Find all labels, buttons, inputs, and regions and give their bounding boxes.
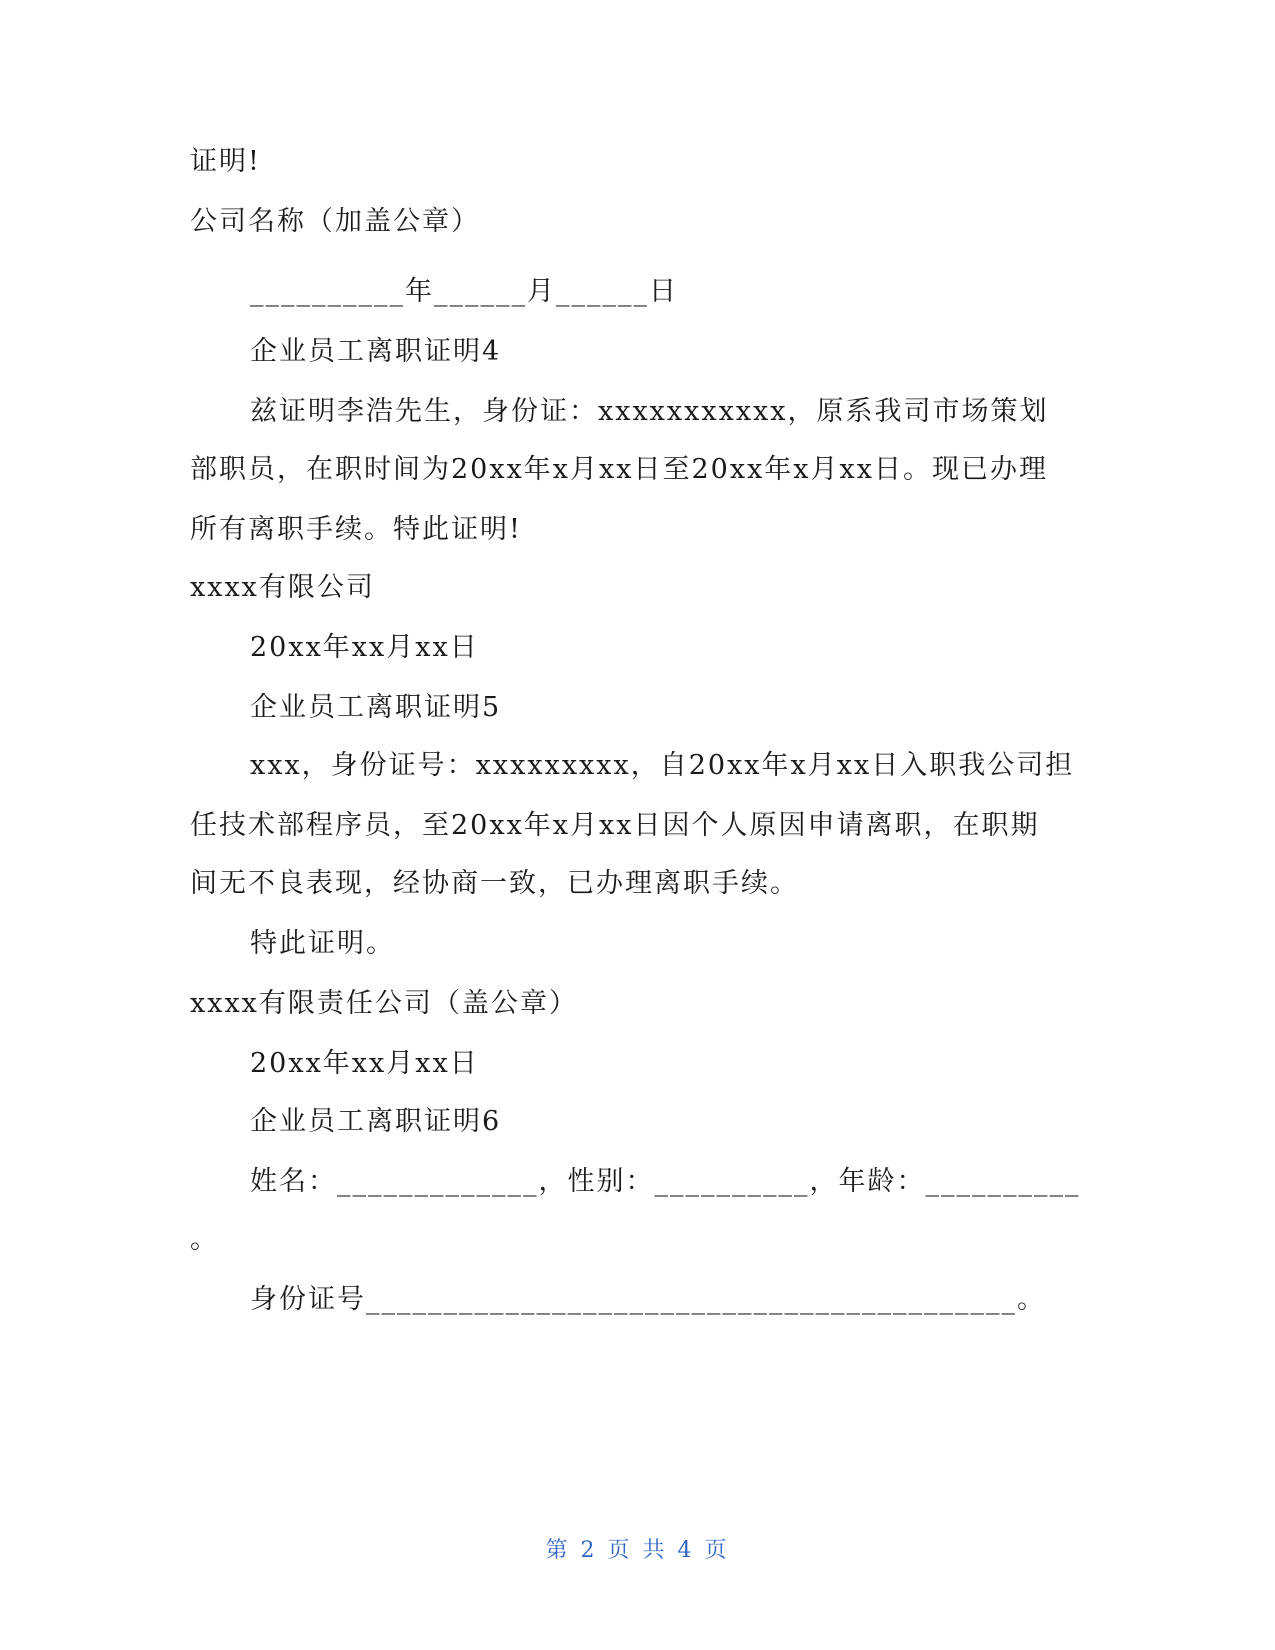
- section-heading: 企业员工离职证明5: [250, 692, 502, 723]
- company-name: xxxx有限公司: [190, 572, 375, 603]
- form-line: 姓名：_____________，性别：__________，年龄：__________: [250, 1166, 1081, 1197]
- paragraph-line: xxx，身份证号：xxxxxxxxx，自20xx年x月xx日入职我公司担: [250, 750, 1075, 781]
- date-blank-line: __________年______月______日: [250, 276, 678, 307]
- company-name: xxxx有限责任公司（盖公章）: [190, 988, 578, 1019]
- paragraph-line: 部职员，在职时间为20xx年x月xx日至20xx年x月xx日。现已办理: [190, 454, 1048, 485]
- section-heading: 企业员工离职证明4: [250, 336, 502, 367]
- text-line: 公司名称（加盖公章）: [190, 206, 480, 237]
- date-line: 20xx年xx月xx日: [250, 1048, 479, 1079]
- paragraph-line: 兹证明李浩先生，身份证：xxxxxxxxxxx，原系我司市场策划: [250, 396, 1049, 427]
- paragraph-line: 所有离职手续。特此证明!: [190, 514, 522, 545]
- page-number: 第 2 页 共 4 页: [545, 1538, 730, 1563]
- paragraph-line: 间无不良表现，经协商一致，已办理离职手续。: [190, 868, 799, 899]
- section-heading: 企业员工离职证明6: [250, 1106, 502, 1137]
- form-line-continuation: 。: [190, 1224, 219, 1255]
- date-line: 20xx年xx月xx日: [250, 632, 479, 663]
- text-line: 证明!: [190, 146, 261, 177]
- paragraph-line: 任技术部程序员，至20xx年x月xx日因个人原因申请离职，在职期: [190, 810, 1040, 841]
- form-line: 身份证号__________________________________________。: [250, 1284, 1046, 1315]
- paragraph-line: 特此证明。: [250, 928, 395, 959]
